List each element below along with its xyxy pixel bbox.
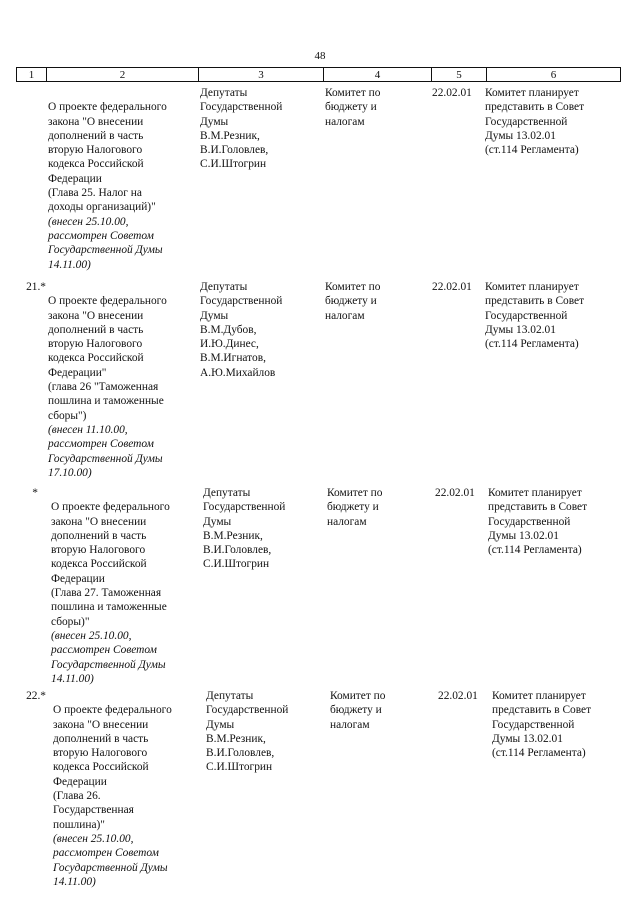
bill-authors: Депутаты Государственной Думы В.М.Резник, В.И.Головлев, С.И.Штогрин: [206, 690, 289, 774]
bill-authors: Депутаты Государственной Думы В.М.Резник, В.И.Головлев, С.И.Штогрин: [200, 87, 283, 171]
bill-title-cell: [48, 86, 208, 286]
column-header-4: 4: [324, 68, 432, 82]
column-header-1: 1: [17, 68, 47, 82]
deadline-date: 22.02.01: [432, 87, 472, 99]
bill-submission-note: (внесен 25.10.00, рассмотрен Советом Государственной Думы 14.11.00): [51, 629, 166, 685]
status-note: Комитет планирует представить в Совет Государственной Думы 13.02.01 (ст.114 Регламента): [485, 281, 585, 351]
bill-submission-note: (внесен 25.10.00, рассмотрен Советом Государственной Думы 14.11.00): [53, 832, 168, 888]
deadline-date: 22.02.01: [432, 281, 472, 293]
column-header-2: 2: [47, 68, 199, 82]
responsible-committee: Комитет по бюджету и налогам: [327, 487, 383, 528]
column-header-5: 5: [432, 68, 487, 82]
bill-authors: Депутаты Государственной Думы В.М.Дубов, И.Ю.Динес, В.М.Игнатов, А.Ю.Михайлов: [200, 281, 283, 379]
status-note: Комитет планирует представить в Совет Государственной Думы 13.02.01 (ст.114 Регламента): [485, 87, 585, 157]
bill-title: О проекте федерального закона "О внесении дополнений в часть вторую Налогового кодекса Российской Федерации" (глава 26 "Таможенная пошлина и таможенные сборы"): [48, 295, 167, 422]
column-header-table: [16, 67, 621, 82]
bill-title-cell: [48, 280, 208, 494]
bill-title: О проекте федерального закона "О внесении дополнений в часть вторую Налогового кодекса Российской Федерации (Глава 27. Таможенная пошлина и таможенные сборы)": [51, 501, 170, 628]
status-note: Комитет планирует представить в Совет Государственной Думы 13.02.01 (ст.114 Регламента): [492, 690, 592, 760]
responsible-committee: Комитет по бюджету и налогам: [325, 87, 381, 128]
column-header-6: 6: [487, 68, 621, 82]
column-header-3: 3: [199, 68, 324, 82]
responsible-committee: Комитет по бюджету и налогам: [330, 690, 386, 731]
row-number: 21.*: [26, 281, 46, 293]
deadline-date: 22.02.01: [438, 690, 478, 702]
bill-title: О проекте федерального закона "О внесении дополнений в часть вторую Налогового кодекса Российской Федерации (Глава 25. Налог на доходы организаций)": [48, 101, 167, 214]
bill-title-cell: [51, 486, 211, 700]
status-note: Комитет планирует представить в Совет Государственной Думы 13.02.01 (ст.114 Регламента): [488, 487, 588, 557]
bill-submission-note: (внесен 25.10.00, рассмотрен Советом Государственной Думы 14.11.00): [48, 215, 163, 271]
bill-authors: Депутаты Государственной Думы В.М.Резник, В.И.Головлев, С.И.Штогрин: [203, 487, 286, 571]
bill-title: О проекте федерального закона "О внесении дополнений в часть вторую Налогового кодекса Российской Федерации (Глава 26. Государственная пошлина)": [53, 704, 172, 831]
bill-submission-note: (внесен 11.10.00, рассмотрен Советом Государственной Думы 17.10.00): [48, 423, 163, 479]
page-number: 48: [314, 50, 326, 62]
responsible-committee: Комитет по бюджету и налогам: [325, 281, 381, 322]
deadline-date: 22.02.01: [435, 487, 475, 499]
row-number: *: [32, 487, 38, 499]
bill-title-cell: [53, 689, 213, 903]
row-number: 22.*: [26, 690, 46, 702]
